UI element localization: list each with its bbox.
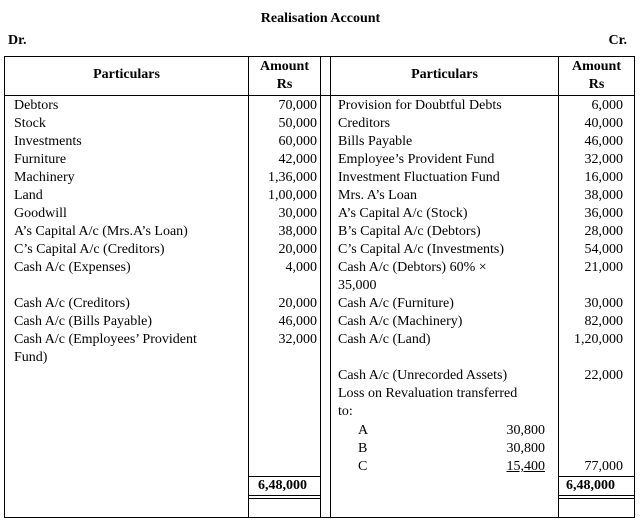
debit-amount: 42,000	[278, 152, 317, 167]
credit-amount: 6,000	[591, 98, 623, 113]
credit-total: 6,48,000	[566, 478, 615, 493]
debit-label: Investments	[14, 134, 82, 149]
debit-label: Cash A/c (Creditors)	[14, 296, 130, 311]
debit-amount: 20,000	[278, 242, 317, 257]
credit-currency-header: Rs	[588, 77, 605, 92]
debit-label: Fund)	[14, 350, 48, 365]
debit-label: Cash A/c (Expenses)	[14, 260, 131, 275]
credit-amount: 28,000	[584, 224, 623, 239]
debit-label: Debtors	[14, 98, 59, 113]
credit-amount: 54,000	[584, 242, 623, 257]
loss-partner-amount: 15,400	[506, 459, 545, 474]
unrecorded-assets-amount: 22,000	[584, 368, 623, 383]
credit-amount: 36,000	[584, 206, 623, 221]
loss-partner: A	[358, 423, 369, 438]
debit-label: Cash A/c (Employees’ Provident	[14, 332, 197, 347]
credit-amount-header: Amount	[571, 59, 621, 74]
debit-amount: 46,000	[278, 314, 317, 329]
debit-amount: 1,36,000	[268, 170, 317, 185]
debit-label: Stock	[14, 116, 46, 131]
credit-amount: 46,000	[584, 134, 623, 149]
credit-amount: 38,000	[584, 188, 623, 203]
credit-particulars-header: Particulars	[411, 67, 478, 82]
debit-currency-header: Rs	[276, 77, 293, 92]
debit-amount-header: Amount	[259, 59, 309, 74]
credit-label: Mrs. A’s Loan	[338, 188, 417, 203]
credit-amount: 32,000	[584, 152, 623, 167]
debit-amount: 38,000	[278, 224, 317, 239]
credit-label: C’s Capital A/c (Investments)	[338, 242, 505, 257]
debit-particulars-header: Particulars	[93, 67, 160, 82]
debit-side-label: Dr.	[8, 33, 27, 48]
debit-amount: 1,00,000	[268, 188, 317, 203]
credit-label: Cash A/c (Machinery)	[338, 314, 463, 329]
debit-amount: 32,000	[278, 332, 317, 347]
debit-amount: 60,000	[278, 134, 317, 149]
credit-amount: 1,20,000	[574, 332, 623, 347]
credit-amount: 82,000	[584, 314, 623, 329]
loss-partner-amount: 30,800	[506, 423, 545, 438]
credit-label: Provision for Doubtful Debts	[338, 98, 502, 113]
loss-partner-amount: 30,800	[506, 441, 545, 456]
debit-label: Goodwill	[14, 206, 67, 221]
credit-label: A’s Capital A/c (Stock)	[338, 206, 468, 221]
debit-label: Machinery	[14, 170, 75, 185]
page-title: Realisation Account	[260, 11, 381, 26]
credit-side-label: Cr.	[608, 33, 627, 48]
credit-amount: 16,000	[584, 170, 623, 185]
debit-amount: 4,000	[285, 260, 317, 275]
loss-partner: C	[358, 459, 368, 474]
debit-label: A’s Capital A/c (Mrs.A’s Loan)	[14, 224, 188, 239]
credit-label: Investment Fluctuation Fund	[338, 170, 500, 185]
unrecorded-assets-label: Cash A/c (Unrecorded Assets)	[338, 368, 508, 383]
credit-amount: 21,000	[584, 260, 623, 275]
credit-amount: 30,000	[584, 296, 623, 311]
credit-label: Cash A/c (Furniture)	[338, 296, 454, 311]
debit-label: C’s Capital A/c (Creditors)	[14, 242, 165, 257]
credit-label: Cash A/c (Land)	[338, 332, 431, 347]
debit-amount: 30,000	[278, 206, 317, 221]
credit-label: Employee’s Provident Fund	[338, 152, 495, 167]
credit-label: Bills Payable	[338, 134, 413, 149]
credit-amount: 40,000	[584, 116, 623, 131]
debit-amount: 50,000	[278, 116, 317, 131]
loss-label: Loss on Revaluation transferred	[338, 386, 518, 401]
debit-label: Cash A/c (Bills Payable)	[14, 314, 153, 329]
debit-amount: 20,000	[278, 296, 317, 311]
credit-label: B’s Capital A/c (Debtors)	[338, 224, 481, 239]
loss-partner: B	[358, 441, 368, 456]
loss-label-to: to:	[338, 404, 353, 419]
credit-label: 35,000	[338, 278, 377, 293]
debit-amount: 70,000	[278, 98, 317, 113]
credit-label: Cash A/c (Debtors) 60% ×	[338, 260, 487, 275]
loss-total-amount: 77,000	[584, 459, 623, 474]
debit-total: 6,48,000	[258, 478, 307, 493]
credit-label: Creditors	[338, 116, 391, 131]
debit-label: Land	[14, 188, 43, 203]
debit-label: Furniture	[14, 152, 67, 167]
